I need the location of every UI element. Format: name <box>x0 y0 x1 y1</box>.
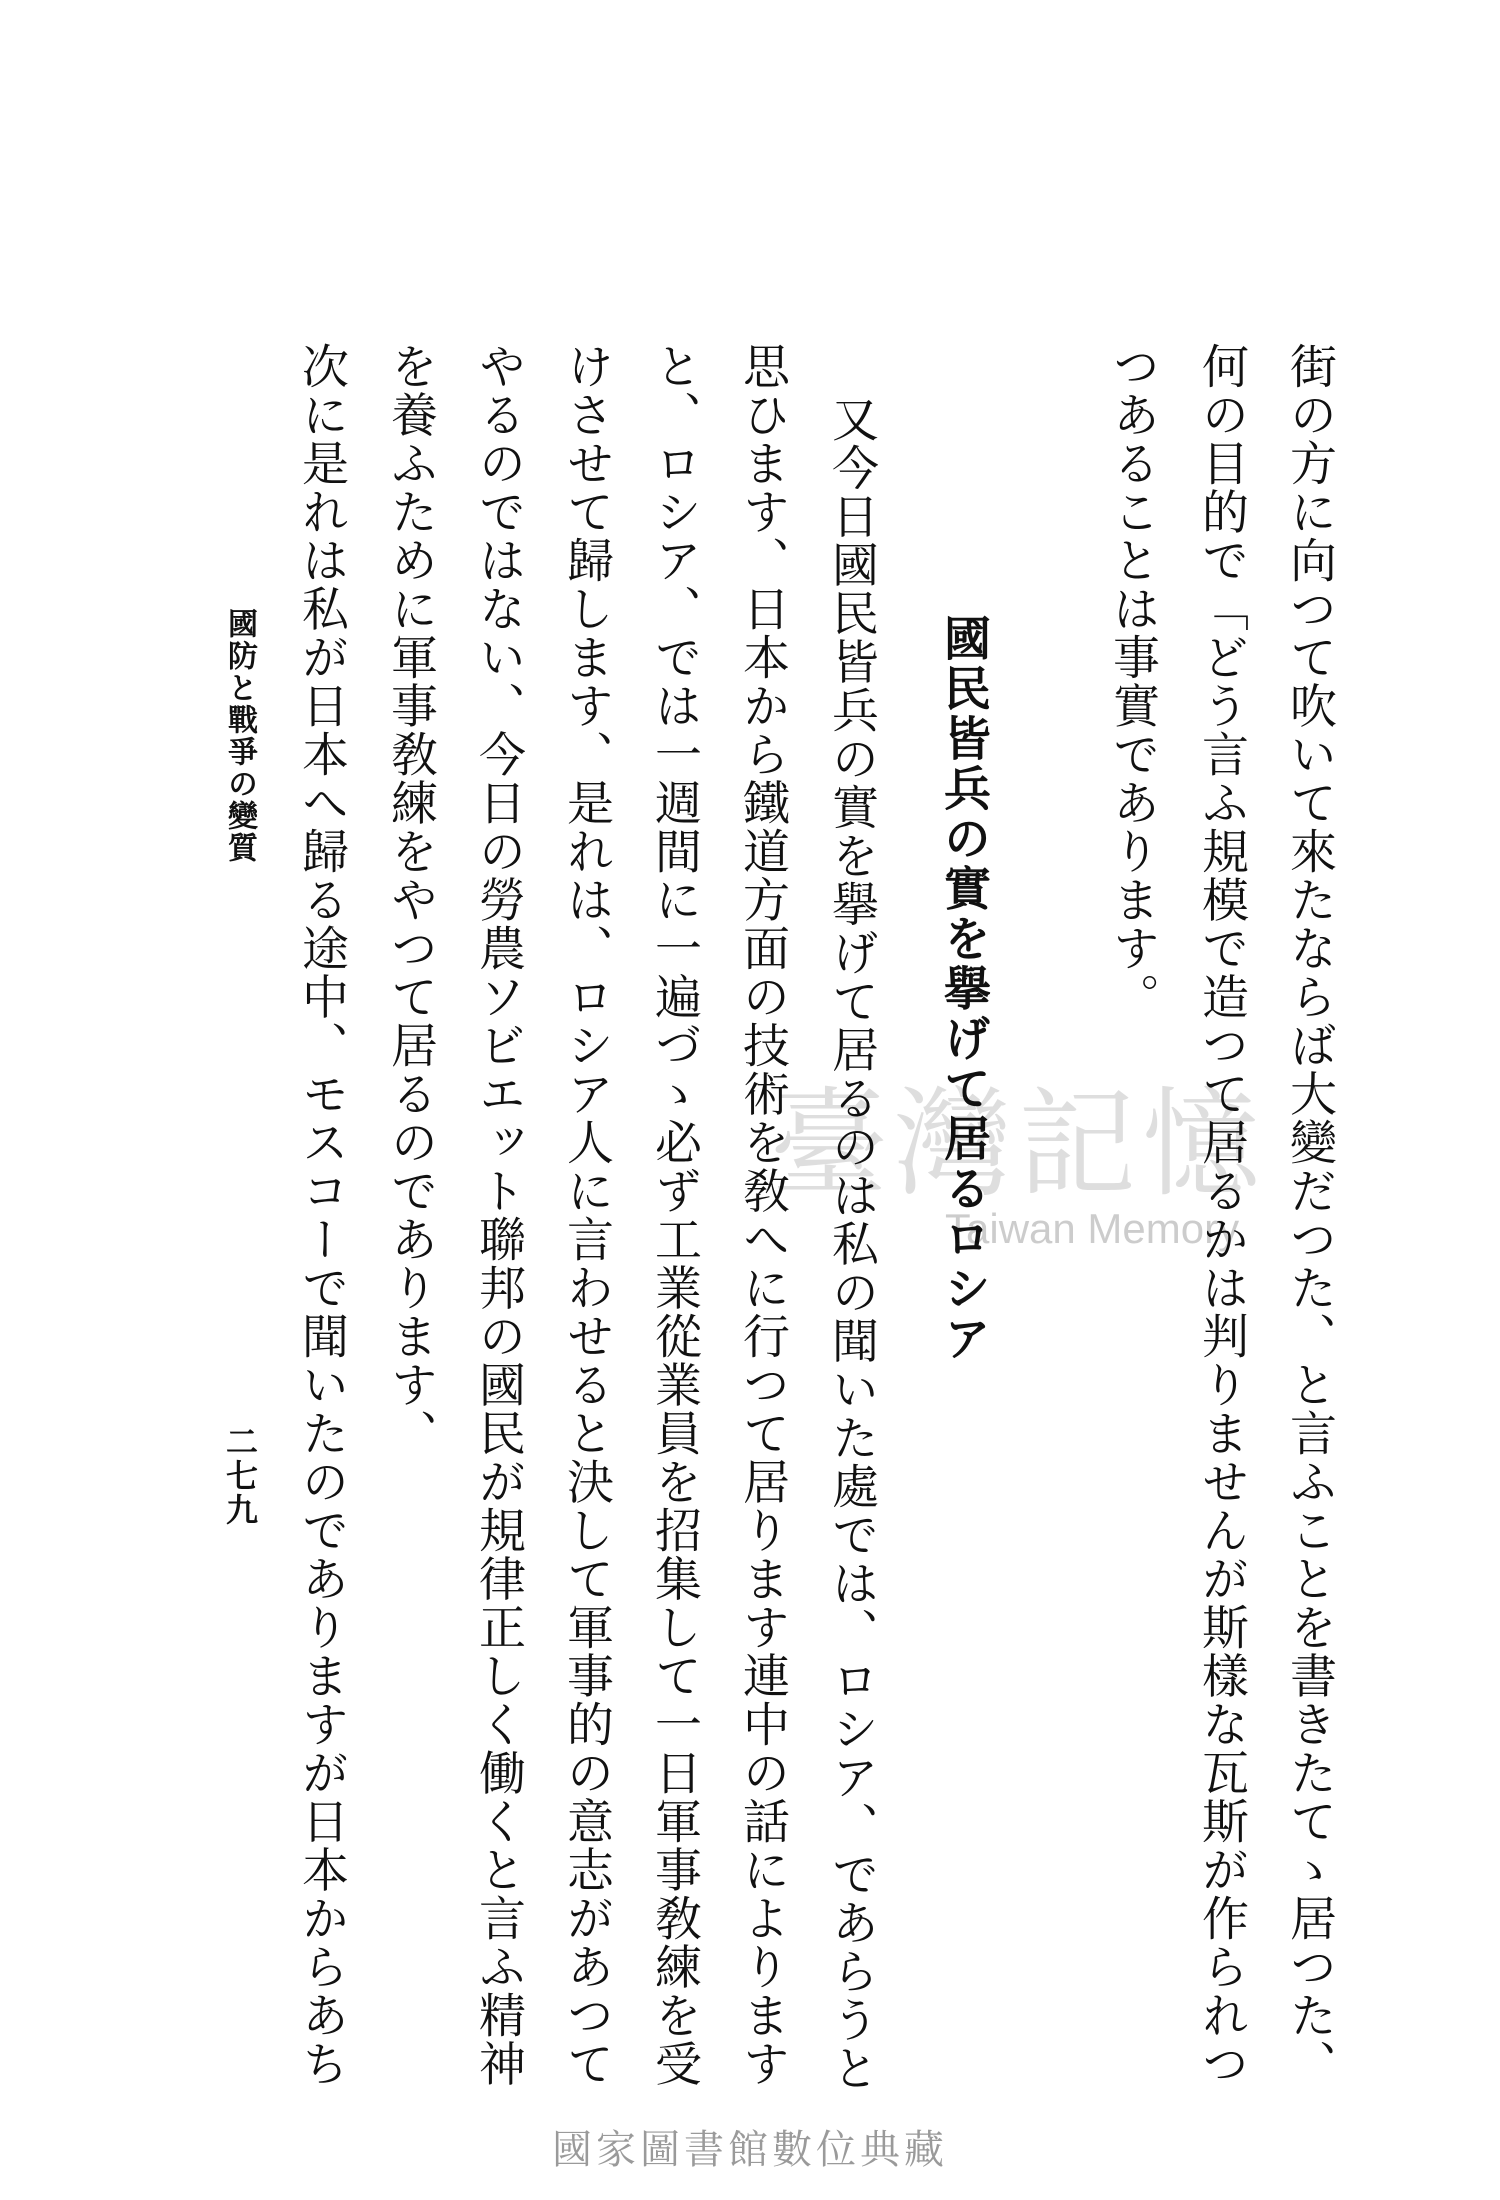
watermark-logo: 臺灣記憶 <box>770 1075 1267 1213</box>
body-column-2: 何の目的で「どう言ふ規模で造つて居るかは判りませんが斯樣な瓦斯が作られつ <box>1194 342 1249 2088</box>
body-column-11: 次に是れは私が日本へ歸る途中、モスコーで聞いたのでありますが日本からあち <box>294 342 349 2088</box>
body-column-10: を養ふために軍事敎練をやつて居るのであります、 <box>383 342 438 1458</box>
watermark-latin-text: Taiwan Memory <box>945 1205 1240 1252</box>
body-column-1: 街の方に向つて吹いて來たならば大變だつた、と言ふことを書きたてゝ居つた、 <box>1282 342 1337 2088</box>
body-column-7: と、ロシア、では一週間に一遍づゝ必ず工業從業員を招集して一日軍事敎練を受 <box>647 342 702 2088</box>
section-heading: 國民皆兵の實を擧げて居るロシア <box>936 614 991 1364</box>
body-column-8: けさせて歸します、是れは、ロシア人に言わせると決して軍事的の意志があつて <box>559 342 614 2088</box>
library-caption: 國家圖書館數位典藏 <box>552 2127 948 2173</box>
body-column-6: 思ひます、日本から鐵道方面の技術を敎へに行つて居ります連中の話によります <box>735 342 790 2088</box>
body-column-5: 又今日國民皆兵の實を擧げて居るのは私の聞いた處では、ロシア、であらうと <box>824 395 879 2093</box>
page-number: 二七九 <box>221 1425 259 1527</box>
body-column-9: やるのではない、今日の勞農ソビエット聯邦の國民が規律正しく働くと言ふ精神 <box>471 342 526 2088</box>
body-column-3: つあることは事實であります。 <box>1105 342 1160 1021</box>
running-footer-title: 國防と戰爭の變質 <box>222 608 257 864</box>
